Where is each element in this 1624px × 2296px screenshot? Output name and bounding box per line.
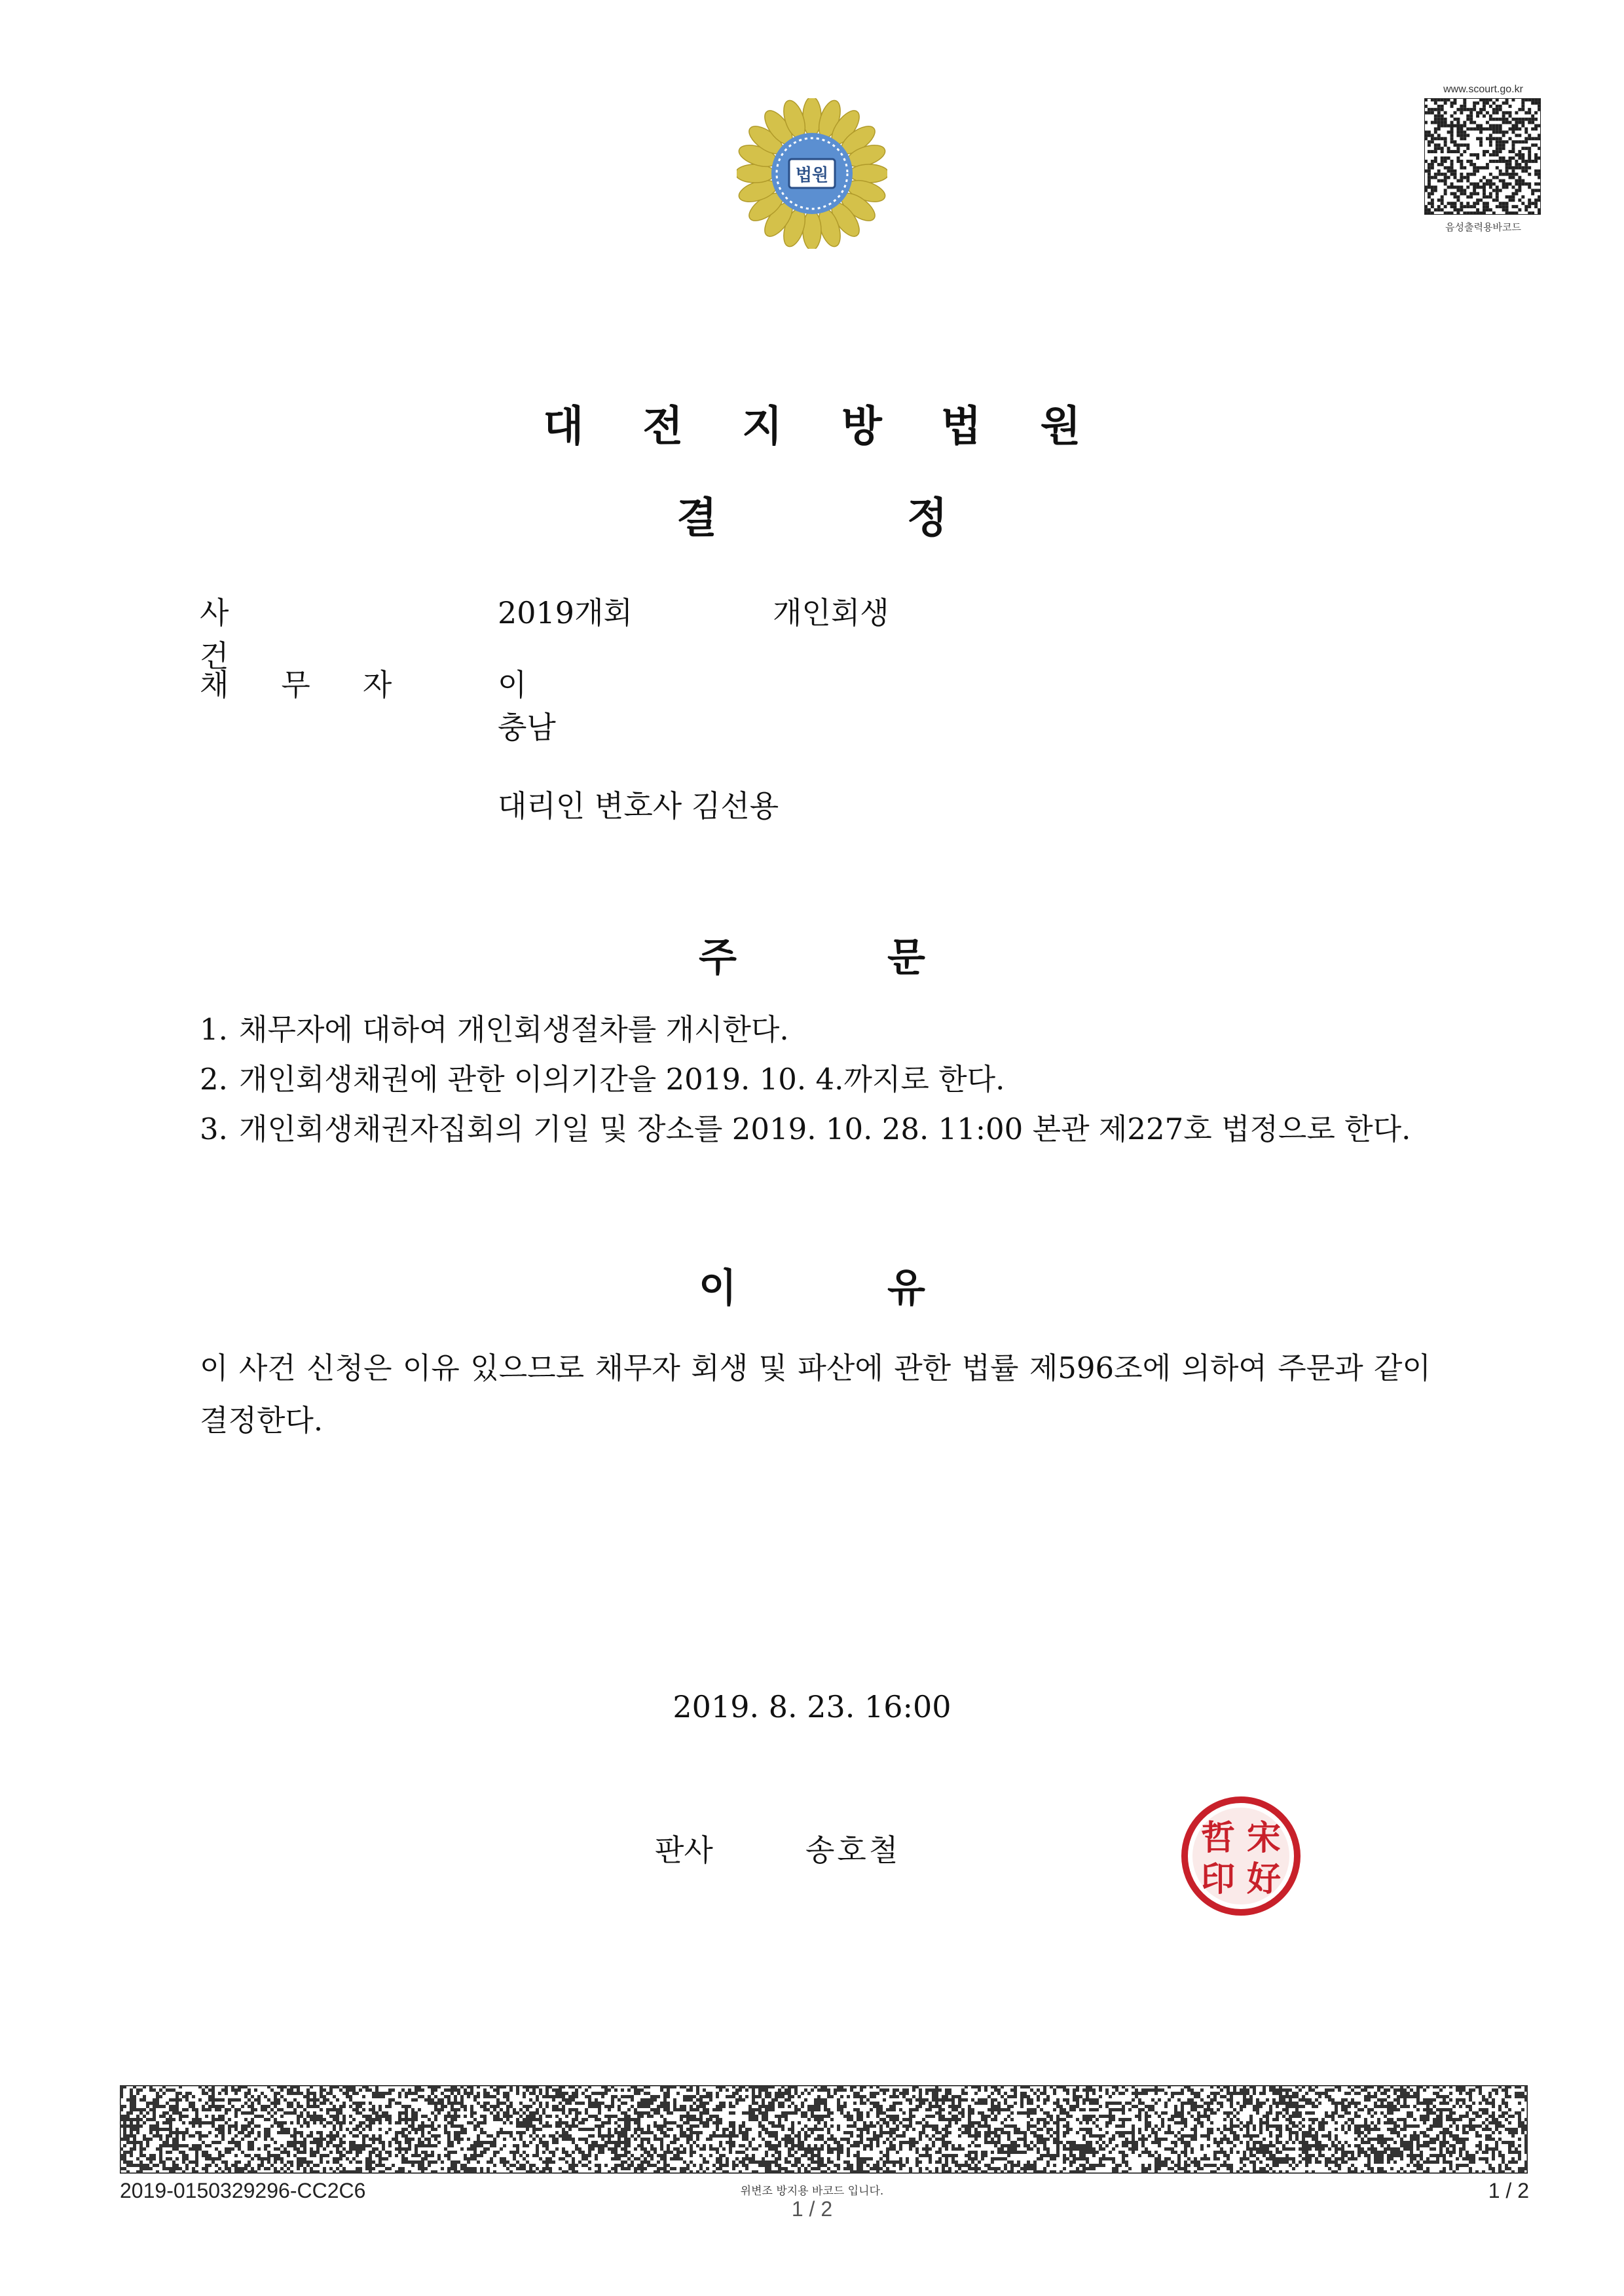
qr-code-icon (1424, 98, 1541, 215)
page-number-center: 1 / 2 (791, 2197, 833, 2221)
debtor-name: 이 (498, 667, 527, 702)
case-type: 개인회생 (773, 595, 889, 630)
document-id: 2019-0150329296-CC2C6 (120, 2179, 366, 2202)
judge-name: 송호철 (805, 1832, 901, 1868)
court-name: 대전지방법원 (543, 403, 1140, 451)
judge-title: 판사 (655, 1832, 713, 1868)
order-item: 1. 채무자에 대하여 개인회생절차를 개시한다. (200, 1012, 789, 1047)
agent: 대리인 변호사 김선용 (498, 788, 779, 824)
svg-text:宋: 宋 (1246, 1818, 1282, 1858)
order-list (200, 1005, 1444, 1154)
debtor-label-text: 채무자 (200, 667, 445, 702)
svg-text:好: 好 (1246, 1859, 1282, 1899)
case-number: 2019개회 (498, 595, 633, 630)
reason-text: 이 사건 신청은 이유 있으므로 채무자 회생 및 파산에 관한 법률 제596조에 의하여 주문과 같이 결정한다. (200, 1351, 1431, 1438)
document-title: 결정 (676, 494, 1137, 543)
emblem-text: 법원 (795, 166, 829, 185)
reason-heading: 이유 (699, 1266, 1076, 1311)
qr-url: www.scourt.go.kr (1443, 84, 1523, 95)
decision-date: 2019. 8. 23. 16:00 (673, 1689, 951, 1724)
anti-forgery-barcode (120, 2085, 1528, 2174)
court-emblem (737, 98, 887, 249)
debtor-address: 충남 (498, 710, 556, 745)
order-heading: 주문 (699, 935, 1076, 981)
order-item: 3. 개인회생채권자집회의 기일 및 장소를 2019. 10. 28. 11:00 본관 제227호 법정으로 한다. (200, 1112, 1411, 1146)
voice-output-barcode (1424, 84, 1542, 234)
page-number-right: 1 / 2 (1488, 2179, 1529, 2202)
judge-seal-icon (1179, 1794, 1303, 1918)
svg-text:哲: 哲 (1200, 1818, 1236, 1858)
barcode-note: 위변조 방지용 바코드 입니다. (740, 2185, 884, 2198)
order-item: 2. 개인회생채권에 관한 이의기간을 2019. 10. 4.까지로 한다. (200, 1062, 1005, 1097)
debtor-label (200, 661, 444, 704)
svg-text:印: 印 (1200, 1859, 1236, 1899)
qr-label: 음성출력용바코드 (1445, 221, 1521, 233)
case-label-text: 사건 (200, 595, 347, 674)
